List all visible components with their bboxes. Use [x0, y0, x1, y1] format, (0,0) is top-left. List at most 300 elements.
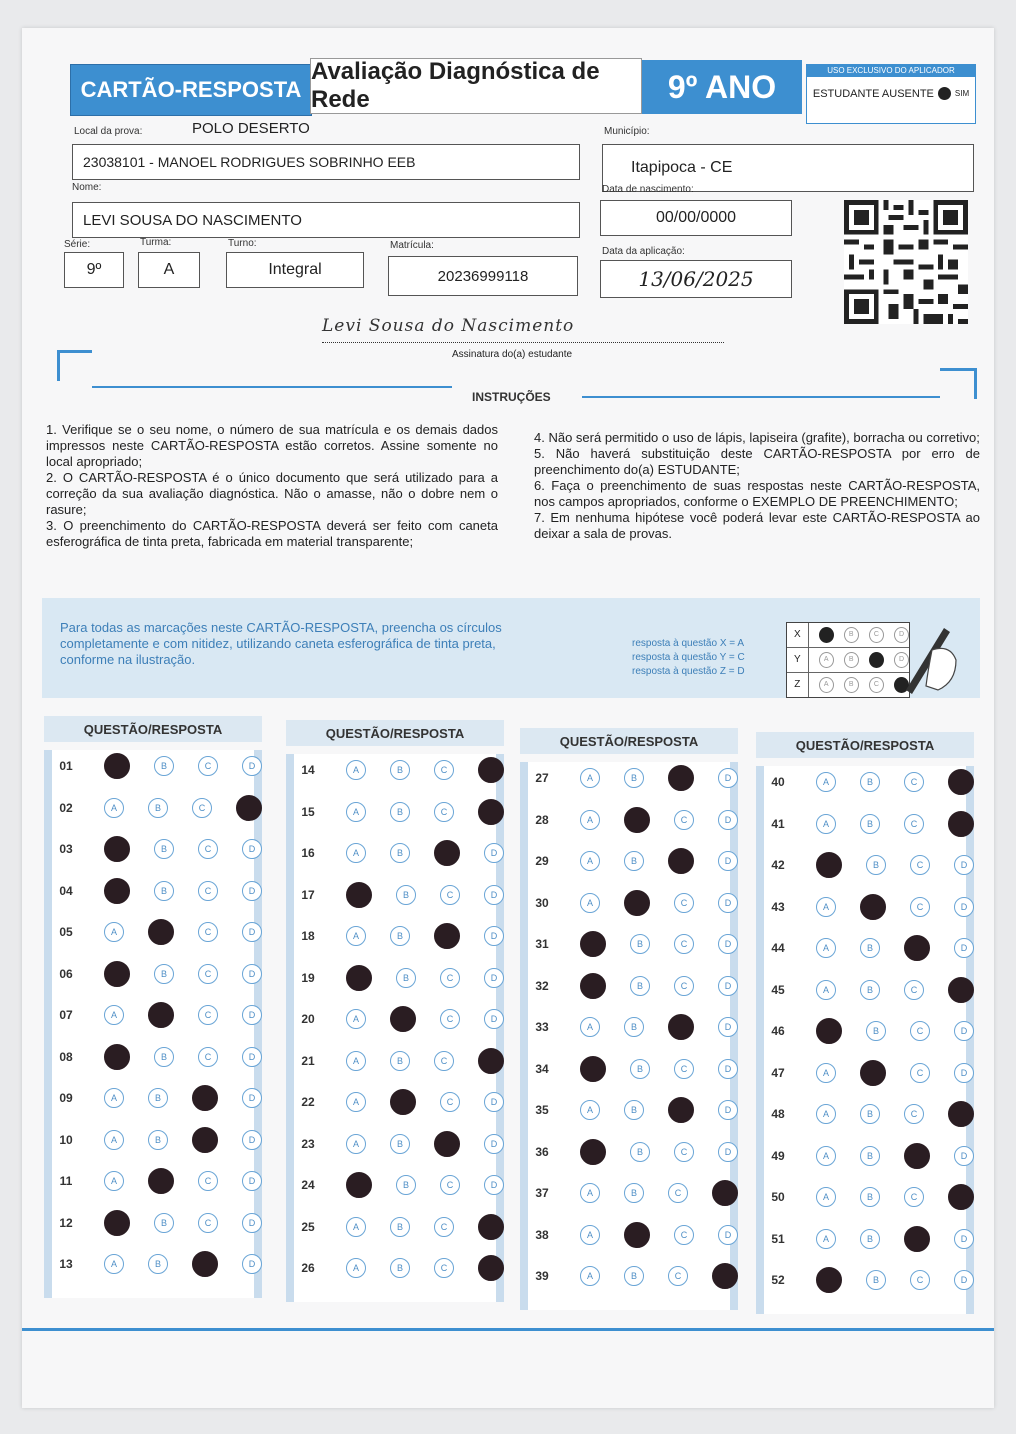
answer-bubble-b[interactable]: [390, 1006, 416, 1032]
answer-bubble-d[interactable]: D: [718, 768, 738, 788]
answer-bubble-c[interactable]: C: [434, 760, 454, 780]
answer-bubble-a[interactable]: A: [816, 1187, 836, 1207]
answer-bubble-b[interactable]: B: [390, 802, 410, 822]
answer-bubble-c[interactable]: C: [198, 922, 218, 942]
example-row-label: X: [787, 623, 809, 647]
answer-bubble-a[interactable]: A: [580, 1225, 600, 1245]
answer-bubble-d[interactable]: [948, 811, 974, 837]
question-number: 34: [535, 1062, 549, 1076]
instructions-title: INSTRUÇÕES: [472, 390, 551, 404]
question-number: 42: [771, 858, 785, 872]
answer-bubble-d[interactable]: [712, 1180, 738, 1206]
question-number: 12: [59, 1216, 73, 1230]
answer-bubble-b[interactable]: B: [860, 1146, 880, 1166]
question-number: 05: [59, 925, 73, 939]
example-bubble: D: [894, 627, 909, 643]
answer-bubble-a[interactable]: [104, 961, 130, 987]
answer-bubble-b[interactable]: [624, 1222, 650, 1248]
answer-bubble-b[interactable]: B: [154, 756, 174, 776]
aplicacao-label: Data da aplicação:: [602, 246, 685, 257]
answer-bubble-a[interactable]: [104, 1210, 130, 1236]
question-number: 15: [301, 805, 315, 819]
answer-bubble-b[interactable]: B: [390, 1217, 410, 1237]
answer-bubble-b[interactable]: B: [390, 1134, 410, 1154]
answer-bubble-d[interactable]: D: [484, 885, 504, 905]
local-label: Local da prova:: [74, 126, 143, 137]
answer-bubble-d[interactable]: D: [242, 881, 262, 901]
answer-bubble-b[interactable]: B: [860, 938, 880, 958]
matricula-label: Matrícula:: [390, 240, 434, 251]
question-number: 43: [771, 900, 785, 914]
answer-bubble-d[interactable]: [478, 757, 504, 783]
answer-bubble-d[interactable]: D: [484, 926, 504, 946]
answer-bubble-a[interactable]: A: [580, 1183, 600, 1203]
turno-field: Integral: [226, 252, 364, 288]
answer-bubble-a[interactable]: [346, 882, 372, 908]
answer-bubble-d[interactable]: D: [954, 1270, 974, 1290]
answer-bubble-a[interactable]: A: [346, 1051, 366, 1071]
question-number: 32: [535, 979, 549, 993]
answer-bubble-c[interactable]: [668, 1014, 694, 1040]
column-body: [44, 750, 262, 1298]
answer-bubble-b[interactable]: B: [630, 1142, 650, 1162]
answer-bubble-b[interactable]: B: [860, 1187, 880, 1207]
answer-bubble-c[interactable]: C: [440, 885, 460, 905]
answer-bubble-c[interactable]: C: [904, 980, 924, 1000]
answer-bubble-a[interactable]: A: [580, 1100, 600, 1120]
answer-bubble-d[interactable]: D: [242, 839, 262, 859]
answer-bubble-d[interactable]: [712, 1263, 738, 1289]
answer-bubble-c[interactable]: [904, 935, 930, 961]
answer-bubble-a[interactable]: [580, 973, 606, 999]
answer-bubble-b[interactable]: B: [396, 968, 416, 988]
instructions-right: [534, 430, 980, 542]
example-bubble: B: [844, 652, 859, 668]
answer-bubble-a[interactable]: A: [816, 897, 836, 917]
nome-field: LEVI SOUSA DO NASCIMENTO: [72, 202, 580, 238]
answer-bubble-c[interactable]: [434, 1131, 460, 1157]
answer-bubble-d[interactable]: D: [718, 1059, 738, 1079]
answer-bubble-d[interactable]: D: [954, 855, 974, 875]
question-row: [52, 1213, 262, 1233]
answer-bubble-c[interactable]: C: [904, 1187, 924, 1207]
answer-bubble-b[interactable]: B: [396, 885, 416, 905]
answer-bubble-a[interactable]: A: [346, 1009, 366, 1029]
answer-bubble-b[interactable]: B: [148, 1254, 168, 1274]
answer-bubble-d[interactable]: D: [242, 756, 262, 776]
answer-bubble-c[interactable]: C: [440, 1175, 460, 1195]
corner-mark-left: [57, 350, 92, 381]
question-row: [294, 760, 504, 780]
answer-bubble-d[interactable]: D: [242, 1213, 262, 1233]
answer-bubble-c[interactable]: C: [440, 1009, 460, 1029]
answer-bubble-a[interactable]: A: [104, 1171, 124, 1191]
answer-bubble-c[interactable]: C: [910, 1063, 930, 1083]
answer-bubble-c[interactable]: C: [910, 1021, 930, 1041]
answer-bubble-b[interactable]: B: [860, 772, 880, 792]
instruction-item: 2. O CARTÃO-RESPOSTA é o único documento que será utilizado para a correção da sua avaliação diagnóstica. Não o amasse, não o dobre nem o rasure;: [46, 470, 498, 517]
answer-bubble-d[interactable]: D: [954, 1146, 974, 1166]
question-number: 39: [535, 1269, 549, 1283]
answer-bubble-c[interactable]: [434, 923, 460, 949]
answer-bubble-d[interactable]: D: [484, 968, 504, 988]
answer-bubble-c[interactable]: [192, 1251, 218, 1277]
answer-bubble-a[interactable]: [104, 1044, 130, 1070]
instructions-rule-right: [582, 396, 940, 398]
answer-bubble-a[interactable]: A: [816, 938, 836, 958]
answer-bubble-a[interactable]: A: [346, 843, 366, 863]
question-row: [52, 1254, 262, 1274]
answer-bubble-d[interactable]: D: [718, 851, 738, 871]
answer-bubble-c[interactable]: C: [910, 855, 930, 875]
question-row: [764, 772, 974, 792]
answer-bubble-d[interactable]: D: [242, 1171, 262, 1191]
answer-bubble-c[interactable]: C: [198, 756, 218, 776]
answer-bubble-b[interactable]: B: [860, 1229, 880, 1249]
answer-bubble-a[interactable]: A: [104, 1130, 124, 1150]
answer-bubble-b[interactable]: B: [390, 926, 410, 946]
answer-bubble-c[interactable]: C: [440, 968, 460, 988]
answer-bubble-b[interactable]: B: [630, 976, 650, 996]
answer-bubble-d[interactable]: [478, 1048, 504, 1074]
question-row: [52, 798, 262, 818]
answer-bubble-d[interactable]: D: [954, 1229, 974, 1249]
answer-bubble-b[interactable]: B: [860, 1104, 880, 1124]
example-row: [787, 623, 909, 648]
answer-bubble-b[interactable]: B: [866, 1270, 886, 1290]
answer-bubble-b[interactable]: B: [860, 980, 880, 1000]
answer-sheet: [22, 28, 994, 1408]
column-header: QUESTÃO/RESPOSTA: [286, 720, 504, 746]
answer-bubble-a[interactable]: [816, 852, 842, 878]
answer-bubble-d[interactable]: D: [954, 1021, 974, 1041]
answer-bubble-a[interactable]: [816, 1267, 842, 1293]
answer-bubble-b[interactable]: B: [390, 1051, 410, 1071]
answer-bubble-a[interactable]: [104, 753, 130, 779]
question-number: 33: [535, 1020, 549, 1034]
applicator-box: [806, 64, 976, 124]
question-number: 16: [301, 846, 315, 860]
answer-bubble-c[interactable]: [434, 840, 460, 866]
question-number: 26: [301, 1261, 315, 1275]
answer-bubble-b[interactable]: B: [630, 934, 650, 954]
answer-bubble-b[interactable]: B: [148, 1130, 168, 1150]
column-body: [756, 766, 974, 1314]
answer-bubble-a[interactable]: A: [816, 1063, 836, 1083]
matricula-field: 20236999118: [388, 256, 578, 296]
question-number: 50: [771, 1190, 785, 1204]
answer-bubble-b[interactable]: [624, 890, 650, 916]
question-row: [764, 1146, 974, 1166]
answer-bubble-c[interactable]: C: [674, 893, 694, 913]
answer-bubble-c[interactable]: C: [910, 1270, 930, 1290]
answer-bubble-d[interactable]: [478, 799, 504, 825]
question-row: [764, 980, 974, 1000]
answer-bubble-d[interactable]: D: [484, 1175, 504, 1195]
answer-bubble-a[interactable]: A: [816, 814, 836, 834]
answer-bubble-b[interactable]: [390, 1089, 416, 1115]
answer-bubble-d[interactable]: D: [242, 922, 262, 942]
answer-bubble-d[interactable]: [948, 769, 974, 795]
answer-bubble-d[interactable]: D: [484, 1092, 504, 1112]
answer-bubble-d[interactable]: [948, 1101, 974, 1127]
question-row: [528, 1266, 738, 1286]
answer-bubble-b[interactable]: [624, 807, 650, 833]
answer-bubble-c[interactable]: [904, 1226, 930, 1252]
answer-bubble-c[interactable]: C: [434, 1217, 454, 1237]
answer-bubble-b[interactable]: B: [866, 1021, 886, 1041]
answer-bubble-b[interactable]: B: [630, 1059, 650, 1079]
answer-bubble-b[interactable]: B: [390, 843, 410, 863]
question-row: [52, 1088, 262, 1108]
answer-bubble-d[interactable]: D: [718, 934, 738, 954]
answer-bubble-a[interactable]: A: [816, 772, 836, 792]
answer-bubble-c[interactable]: C: [198, 964, 218, 984]
answer-bubble-c[interactable]: C: [434, 1051, 454, 1071]
instruction-item: 6. Faça o preenchimento de suas respostas neste CARTÃO-RESPOSTA, nos campos apropriados, conforme o EXEMPLO DE PREENCHIMENTO;: [534, 478, 980, 509]
answer-bubble-c[interactable]: C: [910, 897, 930, 917]
answer-bubble-b[interactable]: [148, 919, 174, 945]
question-number: 04: [59, 884, 73, 898]
question-number: 23: [301, 1137, 315, 1151]
answer-bubble-a[interactable]: [346, 1172, 372, 1198]
answer-bubble-b[interactable]: B: [624, 768, 644, 788]
answer-bubble-d[interactable]: [948, 977, 974, 1003]
answer-bubble-b[interactable]: B: [154, 1213, 174, 1233]
answer-bubble-a[interactable]: [104, 878, 130, 904]
answer-bubble-d[interactable]: D: [718, 893, 738, 913]
example-bubble: B: [844, 677, 859, 693]
example-caption: resposta à questão Z = D: [632, 666, 745, 677]
question-row: [52, 881, 262, 901]
answer-bubble-a[interactable]: A: [346, 1092, 366, 1112]
answer-bubble-c[interactable]: C: [668, 1183, 688, 1203]
answer-bubble-d[interactable]: [948, 1184, 974, 1210]
answer-bubble-b[interactable]: B: [866, 855, 886, 875]
question-number: 36: [535, 1145, 549, 1159]
answer-bubble-b[interactable]: B: [624, 1183, 644, 1203]
answer-bubble-b[interactable]: B: [154, 964, 174, 984]
answer-bubble-c[interactable]: [904, 1143, 930, 1169]
signature-line: [322, 342, 724, 343]
question-number: 38: [535, 1228, 549, 1242]
answer-bubble-b[interactable]: B: [148, 798, 168, 818]
answer-bubble-d[interactable]: D: [242, 964, 262, 984]
absent-bubble[interactable]: [938, 87, 951, 100]
answer-bubble-b[interactable]: B: [860, 814, 880, 834]
answer-bubble-d[interactable]: [236, 795, 262, 821]
answer-bubble-d[interactable]: D: [242, 1254, 262, 1274]
example-bubble: A: [819, 677, 834, 693]
example-captions: [632, 637, 745, 679]
column-header: QUESTÃO/RESPOSTA: [44, 716, 262, 742]
answer-bubble-b[interactable]: B: [624, 1100, 644, 1120]
question-row: [52, 964, 262, 984]
answer-bubble-a[interactable]: A: [580, 1266, 600, 1286]
answer-bubble-d[interactable]: D: [718, 1142, 738, 1162]
answer-bubble-b[interactable]: [860, 1060, 886, 1086]
question-number: 19: [301, 971, 315, 985]
answer-bubble-c[interactable]: C: [674, 976, 694, 996]
answer-bubble-c[interactable]: [668, 848, 694, 874]
answer-bubble-c[interactable]: C: [904, 1104, 924, 1124]
instruction-item: 1. Verifique se o seu nome, o número de sua matrícula e os demais dados impressos neste CARTÃO-RESPOSTA estão corretos. Assine somente no local apropriado;: [46, 422, 498, 469]
answer-bubble-d[interactable]: D: [484, 843, 504, 863]
answer-bubble-c[interactable]: C: [674, 1059, 694, 1079]
answer-bubble-d[interactable]: D: [718, 1017, 738, 1037]
absent-sim-label: SIM: [954, 89, 970, 98]
answer-bubble-a[interactable]: A: [816, 1104, 836, 1124]
question-number: 47: [771, 1066, 785, 1080]
answer-bubble-c[interactable]: C: [198, 1213, 218, 1233]
answer-bubble-c[interactable]: C: [198, 1047, 218, 1067]
question-number: 52: [771, 1273, 785, 1287]
answer-bubble-d[interactable]: D: [954, 938, 974, 958]
answer-bubble-a[interactable]: [104, 836, 130, 862]
answer-bubble-d[interactable]: [478, 1255, 504, 1281]
answer-bubble-a[interactable]: A: [104, 1088, 124, 1108]
answer-bubble-b[interactable]: [148, 1002, 174, 1028]
answer-bubble-c[interactable]: C: [668, 1266, 688, 1286]
answer-bubble-c[interactable]: C: [904, 814, 924, 834]
answer-bubble-c[interactable]: [192, 1085, 218, 1111]
answer-bubble-b[interactable]: B: [148, 1088, 168, 1108]
instruction-item: 4. Não será permitido o uso de lápis, lapiseira (grafite), borracha ou corretivo;: [534, 430, 980, 445]
answer-bubble-c[interactable]: [668, 765, 694, 791]
answer-bubble-d[interactable]: D: [718, 1225, 738, 1245]
question-number: 14: [301, 763, 315, 777]
answer-bubble-a[interactable]: [580, 931, 606, 957]
answer-bubble-a[interactable]: A: [580, 893, 600, 913]
instruction-item: 5. Não haverá substituição deste CARTÃO-RESPOSTA por erro de preenchimento do(a) ESTUDANTE;: [534, 446, 980, 477]
answer-bubble-a[interactable]: A: [816, 1146, 836, 1166]
turma-label: Turma:: [140, 237, 172, 248]
question-row: [52, 1171, 262, 1191]
question-number: 41: [771, 817, 785, 831]
answer-bubble-b[interactable]: B: [396, 1175, 416, 1195]
answer-bubble-a[interactable]: A: [580, 768, 600, 788]
answer-bubble-b[interactable]: B: [390, 760, 410, 780]
answer-bubble-d[interactable]: D: [718, 810, 738, 830]
answer-bubble-b[interactable]: [860, 894, 886, 920]
corner-mark-right: [940, 368, 977, 399]
answer-bubble-c[interactable]: C: [198, 881, 218, 901]
answer-bubble-d[interactable]: D: [718, 976, 738, 996]
answer-bubble-b[interactable]: B: [624, 1017, 644, 1037]
answer-bubble-a[interactable]: A: [104, 922, 124, 942]
answer-bubble-a[interactable]: A: [346, 802, 366, 822]
question-row: [528, 851, 738, 871]
answer-bubble-c[interactable]: C: [198, 839, 218, 859]
question-row: [52, 922, 262, 942]
answer-bubble-d[interactable]: [478, 1214, 504, 1240]
answer-bubble-b[interactable]: B: [390, 1258, 410, 1278]
answer-bubble-c[interactable]: C: [674, 934, 694, 954]
answer-bubble-d[interactable]: D: [242, 1047, 262, 1067]
question-number: 25: [301, 1220, 315, 1234]
answer-bubble-c[interactable]: C: [192, 798, 212, 818]
answer-bubble-b[interactable]: B: [624, 1266, 644, 1286]
answer-bubble-a[interactable]: [580, 1056, 606, 1082]
answer-bubble-a[interactable]: A: [816, 1229, 836, 1249]
answer-bubble-c[interactable]: [192, 1127, 218, 1153]
answer-bubble-d[interactable]: D: [954, 897, 974, 917]
answer-bubble-a[interactable]: A: [104, 1005, 124, 1025]
instructions-left: [46, 422, 498, 550]
answer-bubble-a[interactable]: A: [104, 1254, 124, 1274]
question-number: 17: [301, 888, 315, 902]
turma-field: A: [138, 252, 200, 288]
example-bubble: C: [869, 677, 884, 693]
column-body: [520, 762, 738, 1310]
answer-bubble-c[interactable]: C: [434, 802, 454, 822]
answer-bubble-a[interactable]: [580, 1139, 606, 1165]
fill-instructions-text: Para todas as marcações neste CARTÃO-RESPOSTA, preencha os círculos completamente e com nitidez, utilizando caneta esferográfica de tinta preta, conforme na ilustração.: [60, 620, 502, 667]
aplicacao-field: 13/06/2025: [600, 260, 792, 298]
answer-bubble-a[interactable]: A: [346, 1217, 366, 1237]
answer-bubble-c[interactable]: C: [674, 1225, 694, 1245]
answer-bubble-d[interactable]: D: [484, 1134, 504, 1154]
answer-bubble-d[interactable]: D: [484, 1009, 504, 1029]
answer-bubble-d[interactable]: D: [242, 1005, 262, 1025]
answer-bubble-c[interactable]: C: [198, 1171, 218, 1191]
answer-bubble-c[interactable]: C: [434, 1258, 454, 1278]
nasc-label: Data de nascimento:: [602, 184, 694, 195]
answer-bubble-d[interactable]: D: [718, 1100, 738, 1120]
answer-bubble-b[interactable]: B: [624, 851, 644, 871]
answer-bubble-d[interactable]: D: [242, 1088, 262, 1108]
answer-bubble-b[interactable]: [148, 1168, 174, 1194]
question-number: 03: [59, 842, 73, 856]
answer-bubble-b[interactable]: B: [154, 881, 174, 901]
instruction-item: 7. Em nenhuma hipótese você poderá levar este CARTÃO-RESPOSTA ao deixar a sala de provas.: [534, 510, 980, 541]
answer-bubble-a[interactable]: A: [346, 926, 366, 946]
answer-bubble-a[interactable]: A: [816, 980, 836, 1000]
answer-bubble-a[interactable]: A: [580, 851, 600, 871]
answer-bubble-b[interactable]: B: [154, 839, 174, 859]
municipio-label: Município:: [604, 126, 650, 137]
serie-field: 9º: [64, 252, 124, 288]
question-number: 27: [535, 771, 549, 785]
question-row: [294, 968, 504, 988]
answer-bubble-a[interactable]: A: [580, 810, 600, 830]
grade-badge: 9º ANO: [642, 60, 802, 114]
answer-bubble-a[interactable]: A: [104, 798, 124, 818]
answer-bubble-c[interactable]: C: [440, 1092, 460, 1112]
answer-bubble-c[interactable]: [668, 1097, 694, 1123]
question-number: 11: [59, 1174, 73, 1188]
question-row: [528, 810, 738, 830]
answer-bubble-d[interactable]: D: [954, 1063, 974, 1083]
answer-bubble-a[interactable]: A: [346, 1134, 366, 1154]
answer-bubble-d[interactable]: D: [242, 1130, 262, 1150]
question-number: 24: [301, 1178, 315, 1192]
answer-bubble-a[interactable]: [346, 965, 372, 991]
example-caption: resposta à questão Y = C: [632, 652, 745, 663]
answer-bubble-c[interactable]: C: [904, 772, 924, 792]
answer-bubble-b[interactable]: B: [154, 1047, 174, 1067]
answer-bubble-c[interactable]: C: [674, 810, 694, 830]
answer-bubble-a[interactable]: A: [346, 1258, 366, 1278]
card-title: CARTÃO-RESPOSTA: [70, 64, 312, 116]
question-number: 08: [59, 1050, 73, 1064]
answer-bubble-a[interactable]: A: [346, 760, 366, 780]
answer-bubble-c[interactable]: C: [198, 1005, 218, 1025]
answer-bubble-c[interactable]: C: [674, 1142, 694, 1162]
example-row-label: Z: [787, 673, 809, 697]
answer-bubble-a[interactable]: [816, 1018, 842, 1044]
answer-bubble-a[interactable]: A: [580, 1017, 600, 1037]
